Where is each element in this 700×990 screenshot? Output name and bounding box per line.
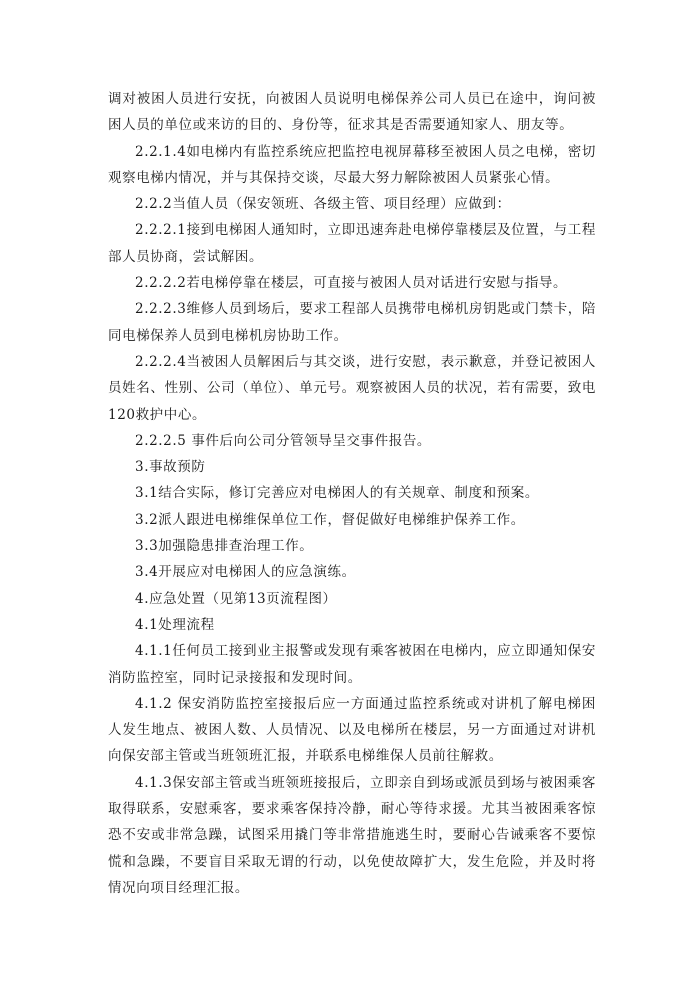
subsection-heading: 4.1处理流程: [135, 616, 215, 633]
paragraph: 2.2.2.3维修人员到场后，要求工程部人员携带电梯机房钥匙或门禁卡，陪同电梯保养人员到电梯机房协助工作。: [108, 301, 596, 344]
document-body: [108, 86, 596, 901]
paragraph: 4.1.2 保安消防监控室接报后应一方面通过监控系统或对讲机了解电梯困人发生地点、被困人数、人员情况、以及电梯所在楼层，另一方面通过对讲机向保安部主管或当班领班汇报，并联系电梯维保人员前往解救。: [108, 695, 596, 765]
paragraph: 3.4开展应对电梯困人的应急演练。: [135, 564, 356, 581]
paragraph: 3.1结合实际，修订完善应对电梯困人的有关规章、制度和预案。: [135, 485, 539, 502]
paragraph: 2.2.2.5 事件后向公司分管领导呈交事件报告。: [135, 432, 432, 449]
paragraph: 调对被困人员进行安抚，向被困人员说明电梯保养公司人员已在途中，询问被困人员的单位或来访的目的、身份等，征求其是否需要通知家人、朋友等。: [108, 91, 596, 134]
paragraph: 2.2.1.4如电梯内有监控系统应把监控电视屏幕移至被困人员之电梯，密切观察电梯内情况，并与其保持交谈，尽最大努力解除被困人员紧张心情。: [108, 143, 596, 186]
paragraph: 3.2派人跟进电梯维保单位工作，督促做好电梯维护保养工作。: [135, 511, 525, 528]
section-heading: 4.应急处置（见第13页流程图）: [135, 590, 337, 607]
paragraph: 2.2.2.1接到电梯困人通知时，立即迅速奔赴电梯停靠楼层及位置，与工程部人员协商，尝试解困。: [108, 222, 596, 265]
paragraph: 4.1.3保安部主管或当班领班接报后，立即亲自到场或派员到场与被困乘客取得联系，安慰乘客，要求乘客保持冷静，耐心等待求援。尤其当被困乘客惊恐不安或非常急躁，试图采用撬门等非常措施逃生时，要耐心告诫乘客不要惊慌和急躁，不要盲目采取无谓的行动，以免使故障扩大，发生危险，并及时将情况向项目经理汇报。: [108, 774, 596, 896]
paragraph: 2.2.2当值人员（保安领班、各级主管、项目经理）应做到：: [135, 196, 511, 213]
paragraph: 4.1.1任何员工接到业主报警或发现有乘客被困在电梯内，应立即通知保安消防监控室，同时记录接报和发现时间。: [108, 643, 596, 686]
paragraph: 2.2.2.2若电梯停靠在楼层，可直接与被困人员对话进行安慰与指导。: [135, 275, 568, 292]
paragraph: 3.3加强隐患排查治理工作。: [135, 538, 314, 555]
paragraph: 2.2.2.4当被困人员解困后与其交谈，进行安慰，表示歉意，并登记被困人员姓名、性别、公司（单位）、单元号。观察被困人员的状况，若有需要，致电120救护中心。: [108, 353, 596, 423]
section-heading: 3.事故预防: [135, 459, 206, 476]
